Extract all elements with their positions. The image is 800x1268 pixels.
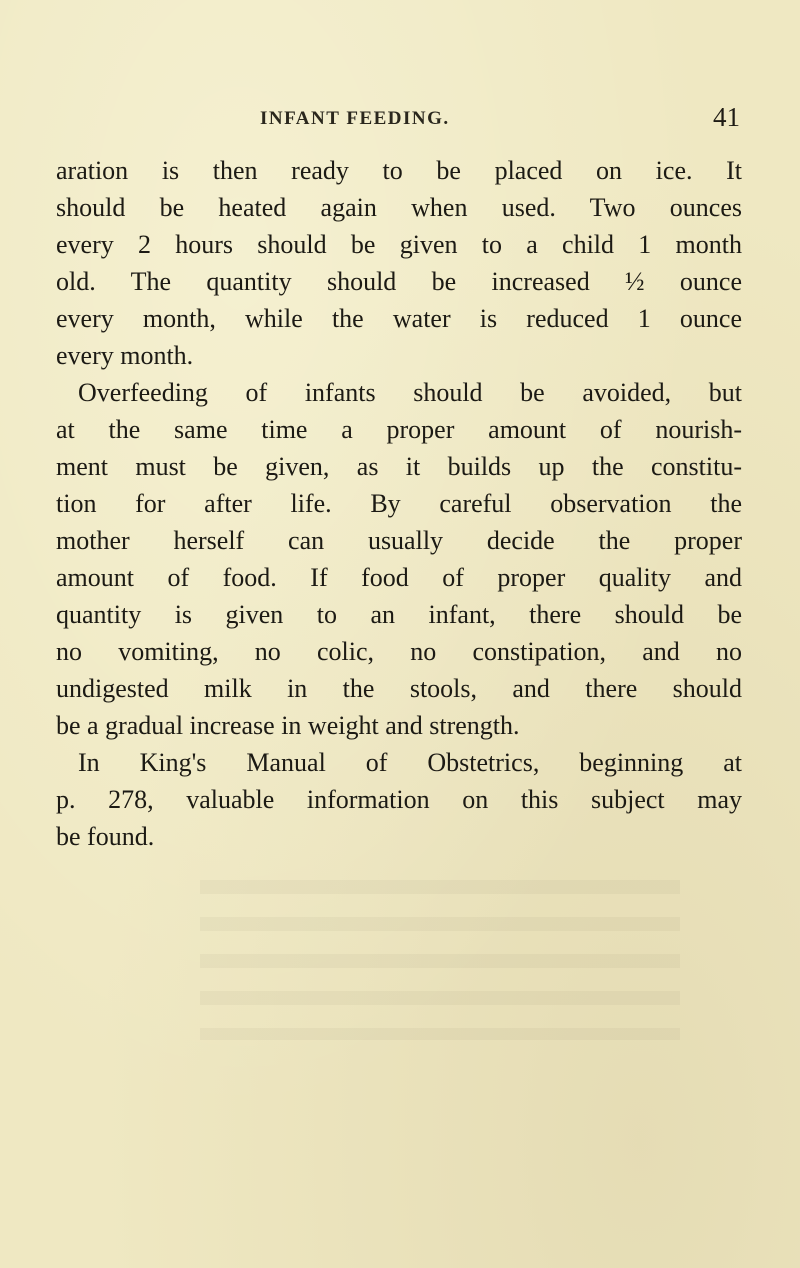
paragraph-1-line-2: should be heated again when used. Two ounces bbox=[56, 193, 742, 222]
paragraph-2-line-1: Overfeeding of infants should be avoided, but bbox=[78, 378, 742, 407]
paragraph-2-line-4: tion for after life. By careful observation the bbox=[56, 489, 742, 518]
show-through-texture bbox=[200, 880, 680, 1040]
paragraph-2-line-2: at the same time a proper amount of nourish- bbox=[56, 415, 742, 444]
paragraph-1-line-5: every month, while the water is reduced 1 ounce bbox=[56, 304, 742, 333]
paragraph-2-line-6: amount of food. If food of proper quality and bbox=[56, 563, 742, 592]
paragraph-3-line-2: p. 278, valuable information on this subject may bbox=[56, 785, 742, 814]
running-head bbox=[260, 102, 740, 132]
paragraph-2-line-5: mother herself can usually decide the proper bbox=[56, 526, 742, 555]
paragraph-2-line-8: no vomiting, no colic, no constipation, and no bbox=[56, 637, 742, 666]
paragraph-2-line-10: be a gradual increase in weight and strength. bbox=[56, 711, 520, 740]
paragraph-1-line-6: every month. bbox=[56, 341, 194, 370]
paragraph-3-line-1: In King's Manual of Obstetrics, beginning at bbox=[78, 748, 742, 777]
paragraph-3-line-3: be found. bbox=[56, 822, 155, 851]
page-number: 41 bbox=[713, 102, 740, 132]
paragraph-1-line-4: old. The quantity should be increased ½ ounce bbox=[56, 267, 742, 296]
paragraph-1-line-1: aration is then ready to be placed on ice. It bbox=[56, 156, 742, 185]
paragraph-2-line-9: undigested milk in the stools, and there should bbox=[56, 674, 742, 703]
running-title: INFANT FEEDING. bbox=[260, 108, 450, 129]
body-text bbox=[56, 152, 742, 855]
paragraph-2-line-3: ment must be given, as it builds up the constitu- bbox=[56, 452, 742, 481]
paragraph-2-line-7: quantity is given to an infant, there should be bbox=[56, 600, 742, 629]
paragraph-1-line-3: every 2 hours should be given to a child 1 month bbox=[56, 230, 742, 259]
